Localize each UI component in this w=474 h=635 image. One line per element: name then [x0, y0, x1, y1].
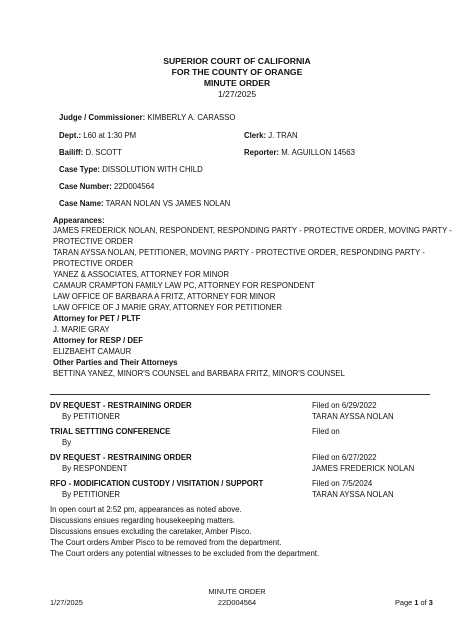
clerk-label: Clerk:	[244, 131, 267, 140]
case-number-row	[59, 182, 154, 192]
judge-row	[59, 113, 236, 123]
page-current: 1	[414, 598, 419, 607]
dept-row	[59, 131, 136, 141]
matter-title: DV REQUEST - RESTRAINING ORDER	[50, 453, 192, 462]
document-type: MINUTE ORDER	[203, 78, 271, 88]
bailiff-value: D. SCOTT	[85, 148, 122, 157]
case-number-value: 22D004564	[114, 182, 155, 191]
other-parties-value: BETTINA YANEZ, MINOR'S COUNSEL and BARBARA FRITZ, MINOR'S COUNSEL	[53, 369, 345, 378]
minutes-line: The Court orders Amber Pisco to be removed from the department.	[50, 538, 282, 547]
matter-title: TRIAL SETTTING CONFERENCE	[50, 427, 171, 436]
footer-case-number: 22D004564	[217, 598, 257, 607]
appearance-line: JAMES FREDERICK NOLAN, RESPONDENT, RESPONDING PARTY - PROTECTIVE ORDER, MOVING PARTY -	[53, 226, 453, 235]
page-of: of	[420, 598, 427, 607]
appearances-heading: Appearances:	[53, 216, 105, 225]
matter-filed-date: Filed on 7/5/2024	[312, 479, 373, 488]
appearance-line: TARAN AYSSA NOLAN, PETITIONER, MOVING PARTY - PROTECTIVE ORDER, RESPONDING PARTY -	[53, 248, 425, 257]
document-date: 1/27/2025	[217, 89, 257, 99]
appearance-line: LAW OFFICE OF J MARIE GRAY, ATTORNEY FOR PETITIONER	[53, 303, 283, 312]
case-name-label: Case Name:	[59, 199, 104, 208]
matter-filed-by: By PETITIONER	[62, 412, 121, 421]
matter-filed-date: Filed on 6/27/2022	[312, 453, 377, 462]
county-name: FOR THE COUNTY OF ORANGE	[171, 67, 303, 77]
case-type-label: Case Type:	[59, 165, 101, 174]
appearance-line: PROTECTIVE ORDER	[53, 237, 134, 246]
appearance-line: LAW OFFICE OF BARBARA A FRITZ, ATTORNEY FOR MINOR	[53, 292, 276, 301]
matter-filed-by: By PETITIONER	[62, 490, 121, 499]
minutes-line: In open court at 2:52 pm, appearances as noted above.	[50, 505, 242, 514]
clerk-row	[244, 131, 298, 141]
resp-attorney-heading: Attorney for RESP / DEF	[53, 336, 143, 345]
matter-filed-date: Filed on 6/29/2022	[312, 401, 377, 410]
matter-filing-party: TARAN AYSSA NOLAN	[312, 490, 394, 499]
dept-label: Dept.:	[59, 131, 82, 140]
appearance-line: PROTECTIVE ORDER	[53, 259, 134, 268]
pet-attorney-heading: Attorney for PET / PLTF	[53, 314, 141, 323]
matter-filed-date: Filed on	[312, 427, 340, 436]
case-type-value: DISSOLUTION WITH CHILD	[102, 165, 203, 174]
judge-value: KIMBERLY A. CARASSO	[147, 113, 236, 122]
matter-title: DV REQUEST - RESTRAINING ORDER	[50, 401, 192, 410]
matter-title: RFO - MODIFICATION CUSTODY / VISITATION / SUPPORT	[50, 479, 264, 488]
page-total: 3	[428, 598, 433, 607]
matter-filed-by: By RESPONDENT	[62, 464, 128, 473]
clerk-value: J. TRAN	[268, 131, 298, 140]
other-parties-heading: Other Parties and Their Attorneys	[53, 358, 178, 367]
page-word: Page	[395, 598, 413, 607]
resp-attorney-value: ELIZBAEHT CAMAUR	[53, 347, 132, 356]
minutes-line: Discussions ensues excluding the caretaker, Amber Pisco.	[50, 527, 252, 536]
dept-value: L60 at 1:30 PM	[83, 131, 137, 140]
bailiff-label: Bailiff:	[59, 148, 84, 157]
case-name-value: TARAN NOLAN VS JAMES NOLAN	[105, 199, 231, 208]
section-divider	[50, 394, 430, 395]
bailiff-row	[59, 148, 122, 158]
matter-filing-party: TARAN AYSSA NOLAN	[312, 412, 394, 421]
minutes-line: The Court orders any potential witnesses to be excluded from the department.	[50, 549, 320, 558]
court-name: SUPERIOR COURT OF CALIFORNIA	[163, 56, 311, 66]
pet-attorney-value: J. MARIE GRAY	[53, 325, 110, 334]
appearance-line: CAMAUR CRAMPTON FAMILY LAW PC, ATTORNEY FOR RESPONDENT	[53, 281, 315, 290]
minutes-line: Discussions ensues regarding housekeeping matters.	[50, 516, 236, 525]
matter-filed-by: By	[62, 438, 72, 447]
case-number-label: Case Number:	[59, 182, 112, 191]
case-name-row	[59, 199, 230, 209]
footer-date: 1/27/2025	[50, 598, 83, 607]
case-type-row	[59, 165, 203, 175]
footer-doc-type: MINUTE ORDER	[208, 587, 266, 596]
reporter-value: M. AGUILLON 14563	[281, 148, 355, 157]
footer-page-number	[395, 598, 433, 607]
reporter-label: Reporter:	[244, 148, 280, 157]
matter-filing-party: JAMES FREDERICK NOLAN	[312, 464, 415, 473]
appearance-line: YANEZ & ASSOCIATES, ATTORNEY FOR MINOR	[53, 270, 230, 279]
reporter-row	[244, 148, 355, 158]
judge-label: Judge / Commissioner:	[59, 113, 146, 122]
